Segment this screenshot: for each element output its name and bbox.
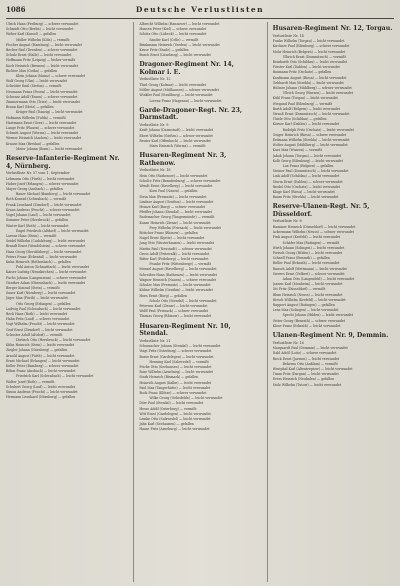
casualty-entry: Neumann Franz (Posen) — leicht verwundet xyxy=(6,89,78,94)
casualty-entry: Hansen Peter (Kiel) — schwer verwundet xyxy=(139,27,207,32)
casualty-entry: Specht Johann (Hilden) — leicht verwundet xyxy=(282,313,353,318)
casualty-entry: Wirth Johann (Solingen) — leicht verwundet xyxy=(272,245,345,250)
casualty-entry: Mayer Georg (Ansbach) — gefallen xyxy=(6,187,63,192)
casualty-entry: Peters Franz (Eckental) — leicht verwundet xyxy=(6,254,77,259)
casualty-entry: Dörr Paul (Stendal) — leicht verwundet xyxy=(139,401,204,406)
casualty-entry: Blum Heinrich (Neuss) — leicht verwundet xyxy=(272,292,343,297)
casualty-entry: Hein Otto (Rathenow) — leicht verwundet xyxy=(139,173,208,178)
casualty-entry: Hartmann Ernst (Gera) — leicht verwundet xyxy=(6,120,77,125)
casualty-entry: Hübner Johann (Mühlberg) — schwer verwundet xyxy=(272,85,352,90)
casualty-entry: Kunze Heinrich (Ziesar) — leicht verwundet xyxy=(139,220,211,225)
casualty-entry: Henning Karl (Salzwedel) — vermißt xyxy=(149,359,209,364)
casualty-entry: Klose Franz (Erkrath) — leicht verwundet xyxy=(272,323,341,328)
casualty-entry: Fink August (Krefeld) — leicht verwundet xyxy=(272,235,341,240)
casualty-entry: Kolb Georg (Eilenburg) — leicht verwundet xyxy=(272,158,343,163)
casualty-entry: Ulrich Hans (Freiburg) — schwer verwundet xyxy=(6,22,79,26)
column-1 xyxy=(6,22,127,582)
casualty-entry: Reuter Karl (Offenbach) — leicht verwundet xyxy=(139,138,211,143)
section-title: Garde-Dragoner-Regt. Nr. 23, Darmstadt. xyxy=(139,106,243,122)
casualty-entry: Böttcher Franz (Rhinow) — gefallen xyxy=(139,231,198,236)
casualty-entry: Walter Josef (Roth) — vermißt xyxy=(6,379,55,384)
casualty-entry: Engel Friedrich (Altdorf) — leicht verwundet xyxy=(16,228,89,233)
casualty-entry: Sturm Ernst (Dahlen) — schwer verwundet xyxy=(272,179,343,184)
casualty-entry: Sommer Peter (Hersbruck) — gefallen xyxy=(6,218,69,223)
casualty-entry: Seidel Wilhelm (Cadolzburg) — leicht verwundet xyxy=(6,239,85,244)
casualty-entry: Winkler Paul (Straßburg) — leicht verwundet xyxy=(139,93,213,98)
casualty-entry: Timm Fritz (Dargun) — leicht verwundet xyxy=(272,372,339,377)
casualty-entry: Kuhn Heinrich (Röthenbach) — gefallen xyxy=(6,259,71,264)
casualty-entry: Vetter Georg (Benrath) — schwer verwundet xyxy=(272,318,346,323)
casualty-entry: Baum Fritz (Strehla) — leicht verwundet xyxy=(272,195,339,200)
casualty-entry: Förster Karl (Dahlen) — leicht verwundet xyxy=(272,65,340,70)
casualty-entry: Schulze Max (Premnitz) — leicht verwundet xyxy=(139,283,211,288)
casualty-entry: Lorenz Franz (Hagenau) — leicht verwundet xyxy=(149,98,222,103)
text-columns xyxy=(6,22,394,582)
casualty-entry: Funke Wilhelm (Torgau) — leicht verwundet xyxy=(272,39,345,44)
casualty-entry: Thiel Georg (Kolmar) — leicht verwundet xyxy=(139,83,207,88)
casualty-entry: Reinhardt Otto (Schildau) — leicht verwundet xyxy=(272,59,347,64)
casualty-entry: Lux Franz (Belgern) — gefallen xyxy=(282,163,334,168)
casualty-entry: Bock Franz (Klötze) — schwer verwundet xyxy=(139,390,207,395)
casualty-entry: Schnell Franz (Benrath) — gefallen xyxy=(272,256,330,261)
casualty-entry: Kraus Andreas (Feucht) — schwer verwundet xyxy=(6,207,80,212)
casualty-entry: Ritter Karl (Perleberg) — leicht verwundet xyxy=(139,257,209,262)
casualty-entry: Gebhardt Max (Strehla) — leicht verwundet xyxy=(272,80,344,85)
casualty-entry: Pietsch Georg (Hilden) — leicht verwundet xyxy=(272,251,343,255)
casualty-entry: Schwarz Adolf (Essen) — schwer verwundet xyxy=(6,94,78,99)
casualty-entry: Marquardt Paul (Demmin) — leicht verwundet xyxy=(272,346,348,351)
casualty-entry: Stolz Wilhelm (Tutow) — leicht verwundet xyxy=(272,382,342,387)
casualty-entry: Kluge Karl (Riesa) — leicht verwundet xyxy=(272,189,335,194)
casualty-entry: Ullrich Georg (Wurzen) — leicht verwundet xyxy=(282,91,354,96)
casualty-entry: Wolff Paul (Friesack) — schwer verwundet xyxy=(139,309,209,314)
casualty-entry: Lenz Max (Solingen) — leicht verwundet xyxy=(272,308,339,313)
casualty-entry: Schubert Georg (Lauf) — leicht verwundet xyxy=(6,384,76,389)
casualty-entry: Werner Heinrich (Aachen) — leicht verwundet xyxy=(6,136,82,141)
casualty-entry: Baumann Fritz (Oschatz) — gefallen xyxy=(272,70,332,75)
casualty-entry: Dietrich Otto (Hersbruck) — leicht verwundet xyxy=(16,337,91,342)
running-title: Deutsche Verlustlisten xyxy=(135,5,265,14)
casualty-entry: Jung Otto (Wusterhausen) — leicht verwundet xyxy=(139,241,214,246)
casualty-entry: Hoffmann Fritz (Leipzig) — bisher vermißt xyxy=(6,58,76,63)
casualty-entry: Lorenz Hans (Stein) — vermißt xyxy=(6,233,57,238)
casualty-entry: Thiele Otto (Schildau) — gefallen xyxy=(272,117,327,122)
casualty-entry: Hesse Adolf (Osterburg) — vermißt xyxy=(139,406,197,411)
casualty-entry: Ruppert August (Ratingen) — gefallen xyxy=(272,303,335,308)
casualty-entry: Müller Wilhelm (Köln) — vermißt xyxy=(16,37,70,42)
casualty-entry: Adam Otto (Langenfeld) — leicht verwundet xyxy=(282,277,355,282)
casualty-entry: Kruse Fritz (Stade) — gefallen xyxy=(139,48,189,53)
casualty-entry: Ziegler Johann (Nürnberg) — gefallen xyxy=(6,348,68,353)
casualty-entry: Rudolph Fritz (Oschatz) — leicht verwundet xyxy=(282,127,354,132)
casualty-entry: Nagel Ernst (Kyritz) — leicht verwundet xyxy=(139,236,205,241)
casualty-entry: Becker Paul (Dresden) — schwer verwundet xyxy=(6,48,78,53)
casualty-entry: Wiegand Paul (Eilenburg) — vermißt xyxy=(272,101,333,106)
casualty-entry: Jahn Karl (Seehausen) — gefallen xyxy=(139,422,194,427)
casualty-entry: Schröder Emil (Stettin) — vermißt xyxy=(6,84,62,89)
casualty-entry: Ludwig Paul (Schwabach) — leicht verwundet xyxy=(6,306,81,311)
casualty-entry: Roth Konrad (Schwabach) — vermißt xyxy=(6,197,67,202)
section-subtitle: Verlustliste Nr. 12 xyxy=(139,77,171,82)
casualty-entry: Körner Karl (Dahlen) — leicht verwundet xyxy=(272,122,340,127)
casualty-entry: Hirsch Wilhelm (Krefeld) — leicht verwundet xyxy=(272,297,346,302)
casualty-entry: Lehmann Otto (Fürth) — leicht verwundet xyxy=(6,176,75,181)
casualty-entry: Evers Heinrich (Neukalen) — gefallen xyxy=(272,377,335,382)
casualty-entry: Pfeiffer Johann (Stendal) — leicht verwundet xyxy=(139,210,212,215)
casualty-entry: Busch Ernst (Lüneburg) — leicht verwundet xyxy=(139,53,211,58)
casualty-entry: Kühn Heinrich (Stein) — leicht verwundet xyxy=(6,343,75,348)
casualty-entry: Jakob Johann (Torgau) — leicht verwundet xyxy=(272,153,342,158)
casualty-entry: Schmitt August (Worms) — leicht verwundet xyxy=(6,131,79,136)
casualty-entry: Otto Georg (Erlangen) — gefallen xyxy=(16,301,71,306)
casualty-entry: Thomas Georg (Rhinow) — leicht verwundet xyxy=(139,314,212,319)
casualty-entry: Barth Adolf (Belgern) — leicht verwundet xyxy=(272,106,341,111)
casualty-entry: Jansen Karl (Monheim) — leicht verwundet xyxy=(272,282,343,287)
casualty-entry: Hammer Heinrich (Düsseldorf) — leicht verwundet xyxy=(272,224,356,229)
casualty-entry: Wagner Heinrich (Nauen) — schwer verwundet xyxy=(139,277,217,282)
casualty-entry: Frank Leonhard (Zirndorf) — leicht verwundet xyxy=(6,202,82,207)
casualty-entry: Keller Peter (Bamberg) — schwer verwundet xyxy=(6,363,79,368)
casualty-entry: Vogel Johann (Lauf) — leicht verwundet xyxy=(6,213,71,218)
casualty-entry: Riedel Otto (Oschatz) — leicht verwundet xyxy=(272,184,340,189)
casualty-entry: Rademacher Georg (Tangermünde) — vermißt xyxy=(139,215,215,220)
casualty-entry: Jäger Max (Fürth) — leicht verwundet xyxy=(6,296,68,301)
casualty-entry: Lindner August (Genthin) — leicht verwundet xyxy=(139,199,214,204)
casualty-entry: Ackermann Wilhelm (Neuss) — schwer verwundet xyxy=(272,230,354,235)
section-subtitle: Verlustliste Nr. 18 xyxy=(139,168,171,173)
casualty-entry: Sauer Karl (Nürnberg) — leicht verwundet xyxy=(6,291,76,296)
casualty-entry: Wendt Ernst (Havelberg) — leicht verwundet xyxy=(139,184,213,189)
casualty-entry: Erdmann Wilhelm (Strehla) — leicht verwundet xyxy=(272,137,350,142)
casualty-entry: Wolf Georg (Ulm) — leicht verwundet xyxy=(6,79,67,84)
section-title: Ulanen-Regiment Nr. 9, Demmin. xyxy=(272,332,389,340)
casualty-entry: Horn Ernst (Burg) — gefallen xyxy=(139,293,188,298)
casualty-entry: Simon Andreas (Feucht) — leicht verwundet xyxy=(6,390,78,394)
casualty-entry: Schuster Adolf (Altdorf) — vermißt xyxy=(6,332,63,337)
casualty-entry: Klein Johann (Mainz) — schwer verwundet xyxy=(16,74,86,79)
casualty-entry: Wolter August (Mühlberg) — leicht verwundet xyxy=(272,143,348,148)
casualty-entry: Brinkmann Heinrich (Verden) — leicht verwundet xyxy=(139,42,220,47)
casualty-entry: Haas Georg (Heroldsberg) — leicht verwundet xyxy=(6,249,82,254)
casualty-entry: Graf Ernst (Zirndorf) — leicht verwundet xyxy=(6,327,73,332)
casualty-entry: Dahl Adolf (Loitz) — schwer verwundet xyxy=(272,351,337,356)
casualty-entry: Scholz Otto (Stendal) — leicht verwundet xyxy=(149,298,217,303)
casualty-entry: Koch Heinrich (Bremen) — leicht verwundet xyxy=(6,63,78,68)
casualty-entry: Berger Konrad (Stein) — vermißt xyxy=(6,285,60,290)
casualty-entry: Kirchner Paul (Eilenburg) — schwer verwundet xyxy=(272,44,350,49)
casualty-entry: Huber Josef (Erlangen) — schwer verwundet xyxy=(6,181,79,186)
section-title: Reserve-Ulanen-Regt. Nr. 5, Düsseldorf. xyxy=(272,203,370,218)
casualty-entry: Braun Karl (Metz) — gefallen xyxy=(6,105,54,110)
casualty-entry: Steiner Paul (Dommitzsch) — leicht verwundet xyxy=(272,169,349,174)
casualty-entry: Möller August (Mülhausen) — schwer verwundet xyxy=(139,88,219,93)
section-subtitle: Verlustliste Nr. 21 xyxy=(139,338,171,343)
section-title: Husaren-Regiment Nr. 3, Rathenow. xyxy=(139,152,227,167)
casualty-entry: Korn Paul (Nauen) — gefallen xyxy=(149,189,198,194)
casualty-entry: Schulte Fritz (Brandenburg) — schwer verwundet xyxy=(139,179,221,184)
casualty-entry: Kraft Johann (Darmstadt) — leicht verwundet xyxy=(139,128,214,133)
casualty-entry: Busse Ernst (Gardelegen) — leicht verwundet xyxy=(139,354,214,359)
casualty-entry: Paul Max (Tangerhütte) — leicht verwundet xyxy=(139,385,211,390)
casualty-entry: Winter Karl (Roth) — leicht verwundet xyxy=(6,223,69,228)
casualty-entry: Krause Max (Breslau) — gefallen xyxy=(6,141,60,146)
casualty-entry: Stein Max (Premnitz) — leicht verwundet xyxy=(139,194,207,199)
casualty-entry: Sievers Ernst (Velbert) — schwer verwundet xyxy=(272,271,345,276)
casualty-entry: Richter Max (Gotha) — gefallen xyxy=(6,68,58,73)
casualty-entry: Hermann Leonhard (Nürnberg) — gefallen xyxy=(6,395,76,400)
section-subtitle: Verlustliste Nr. 16 xyxy=(272,340,304,345)
section-title: Reserve-Infanterie-Regiment Nr. 4, Nürnberg. xyxy=(6,155,120,170)
casualty-entry: Ott Fritz (Düsseldorf) — vermißt xyxy=(272,287,326,292)
section-title: Husaren-Regiment Nr. 10, Stendal. xyxy=(139,322,231,338)
page-number: 1086 xyxy=(6,5,26,14)
casualty-entry: Bauer Michael (Bamberg) — leicht verwundet xyxy=(16,192,91,197)
casualty-entry: Schulz Ernst (Halle) — leicht verwundet xyxy=(6,53,72,58)
casualty-entry: Geiger Heinrich (Riesa) — schwer verwundet xyxy=(272,132,347,137)
casualty-entry: Haase Fritz (Arneburg) — leicht verwundet xyxy=(139,427,210,432)
casualty-entry: Martin Paul (Neustadt) — schwer verwundet xyxy=(139,246,212,251)
casualty-entry: Zimmermann Otto (Trier) — leicht verwundet xyxy=(6,100,80,105)
section-subtitle: Verlustliste Nr. 9 xyxy=(139,122,169,127)
casualty-entry: Heinze Karl (Burg) — schwer verwundet xyxy=(139,205,206,210)
casualty-entry: Schumacher Johann (Stendal) — leicht verwundet xyxy=(139,344,221,349)
casualty-entry: Kühl Franz (Torgau) — leicht verwundet xyxy=(272,96,338,101)
casualty-entry: Rieck Ernst (Jarmen) — leicht verwundet xyxy=(272,356,340,361)
section-title: Husaren-Regiment Nr. 12, Torgau. xyxy=(272,25,393,32)
casualty-entry: Kurz Max (Wurzen) — vermißt xyxy=(272,148,322,153)
casualty-entry: Schreiber Hans (Rathenow) — leicht verwundet xyxy=(139,272,217,277)
casualty-entry: Kaufmann August (Riesa) — leicht verwundet xyxy=(272,75,347,80)
casualty-entry: Westphal Karl (Altentreptow) — leicht verwundet xyxy=(272,366,353,371)
casualty-entry: Gross Adolf (Pritzwalk) — leicht verwundet xyxy=(139,251,210,256)
casualty-entry: Lemke Otto (Salzwedel) — leicht verwundet xyxy=(139,416,211,421)
casualty-entry: Ulbrich Ernst (Dommitzsch) — vermißt xyxy=(282,54,346,59)
column-3 xyxy=(267,22,394,582)
section-subtitle: Verlustliste Nr. 14 xyxy=(272,33,304,38)
casualty-entry: Hahn Fritz (Lauf) — schwer verwundet xyxy=(6,317,70,322)
casualty-entry: Link Adolf (Schildau) — leicht verwundet xyxy=(272,174,340,179)
casualty-entry: Lange Fritz (Plauen) — schwer verwundet xyxy=(6,126,75,131)
casualty-entry: Fischer August (Hamburg) — leicht verwundet xyxy=(6,42,82,47)
casualty-entry: Rose Wilhelm (Arneburg) — leicht verwundet xyxy=(139,370,213,375)
casualty-entry: Strauß Ernst (Dommitzsch) — leicht verwundet xyxy=(272,111,350,116)
casualty-entry: Menzel August (Havelberg) — leicht verwundet xyxy=(139,267,217,272)
casualty-entry: Arnold August (Fürth) — leicht verwundet xyxy=(6,353,75,358)
casualty-entry: Hofmann Wilhelm (Fulda) — vermißt xyxy=(6,115,66,120)
column-2 xyxy=(133,22,260,582)
casualty-entry: Schäfer Max (Ratingen) — vermißt xyxy=(282,240,340,245)
casualty-entry: Heller Paul (Erkrath) — leicht verwundet xyxy=(272,261,340,266)
casualty-entry: Petersen Karl (Ziesar) — leicht verwundet xyxy=(139,303,208,308)
casualty-entry: Rausch Adolf (Mettmann) — leicht verwundet xyxy=(272,266,347,271)
casualty-entry: Stark Heinrich (Bismark) — gefallen xyxy=(139,375,199,380)
casualty-entry: Beck Hans (Roth) — leicht verwundet xyxy=(6,311,68,316)
casualty-entry: Kaiser Ludwig (Neunkirchen) — leicht verwundet xyxy=(6,270,87,275)
casualty-entry: Schütz Otto (Lübeck) — leicht verwundet xyxy=(139,32,207,37)
casualty-entry: Pohl Anton (Schnaittach) — leicht verwundet xyxy=(16,265,89,270)
casualty-entry: Franke Fritz (Wittenberge) — vermißt xyxy=(149,262,212,267)
casualty-entry: Kühne Wilhelm (Genthin) — leicht verwundet xyxy=(139,288,213,293)
casualty-entry: Ebert Wilhelm (Gießen) — schwer verwundet xyxy=(139,133,213,138)
casualty-entry: Brandt Ernst (Wendelstein) — schwer verwundet xyxy=(6,244,86,249)
casualty-entry: Böhm Franz (Ansbach) — leicht verwundet xyxy=(6,369,76,374)
casualty-entry: Krüger Paul (Danzig) — leicht verwundet xyxy=(16,110,83,115)
page-header xyxy=(6,4,394,19)
casualty-entry: Witt Ernst (Gardelegen) — leicht verwundet xyxy=(139,411,211,416)
casualty-entry: Fricke Otto (Seehausen) — leicht verwundet xyxy=(139,364,212,369)
casualty-entry: Günther Adam (Oberasbach) — leicht verwundet xyxy=(6,280,86,285)
casualty-entry: Voigt Fritz (Osterburg) — schwer verwundet xyxy=(139,349,212,354)
section-subtitle: Verlustliste Nr. 57 vom 1. September xyxy=(6,171,70,176)
casualty-entry: Albrecht Wilhelm (Hannover) — leicht verwundet xyxy=(139,22,220,26)
casualty-entry: Meier Johann (Bonn) — leicht verwundet xyxy=(16,146,83,151)
casualty-entry: Friedrich Karl (Schwabach) — leicht verwundet xyxy=(16,374,94,379)
casualty-entry: Fuchs Johann (Langenzenn) — schwer verwundet xyxy=(6,275,87,280)
casualty-entry: Ernst Michael (Erlangen) — leicht verwundet xyxy=(6,358,80,363)
casualty-entry: Sander Karl (Celle) — vermißt xyxy=(149,37,199,42)
casualty-entry: Heinrich August (Kalbe) — leicht verwundet xyxy=(139,380,212,385)
casualty-entry: Frey Wilhelm (Friesack) — leicht verwundet xyxy=(149,225,221,230)
casualty-entry: Wilke Georg (Oebisfelde) — leicht verwundet xyxy=(149,396,223,401)
casualty-entry: Schmidt Otto (Berlin) — leicht verwundet xyxy=(6,27,74,32)
casualty-entry: Mohr Heinrich (Belgern) — leicht verwundet xyxy=(272,49,346,54)
casualty-entry: Vogt Wilhelm (Feucht) — leicht verwundet xyxy=(6,322,75,327)
section-title: Dragoner-Regiment Nr. 14, Kolmar i. E. xyxy=(139,61,234,76)
section-subtitle: Verlustliste Nr. 8 xyxy=(272,219,302,224)
casualty-entry: Marx Heinrich (Worms) — vermißt xyxy=(149,144,206,149)
casualty-entry: Behrens Otto (Anklam) — vermißt xyxy=(282,361,338,366)
casualty-entry: Weber Karl (Kassel) — gefallen xyxy=(6,32,57,37)
